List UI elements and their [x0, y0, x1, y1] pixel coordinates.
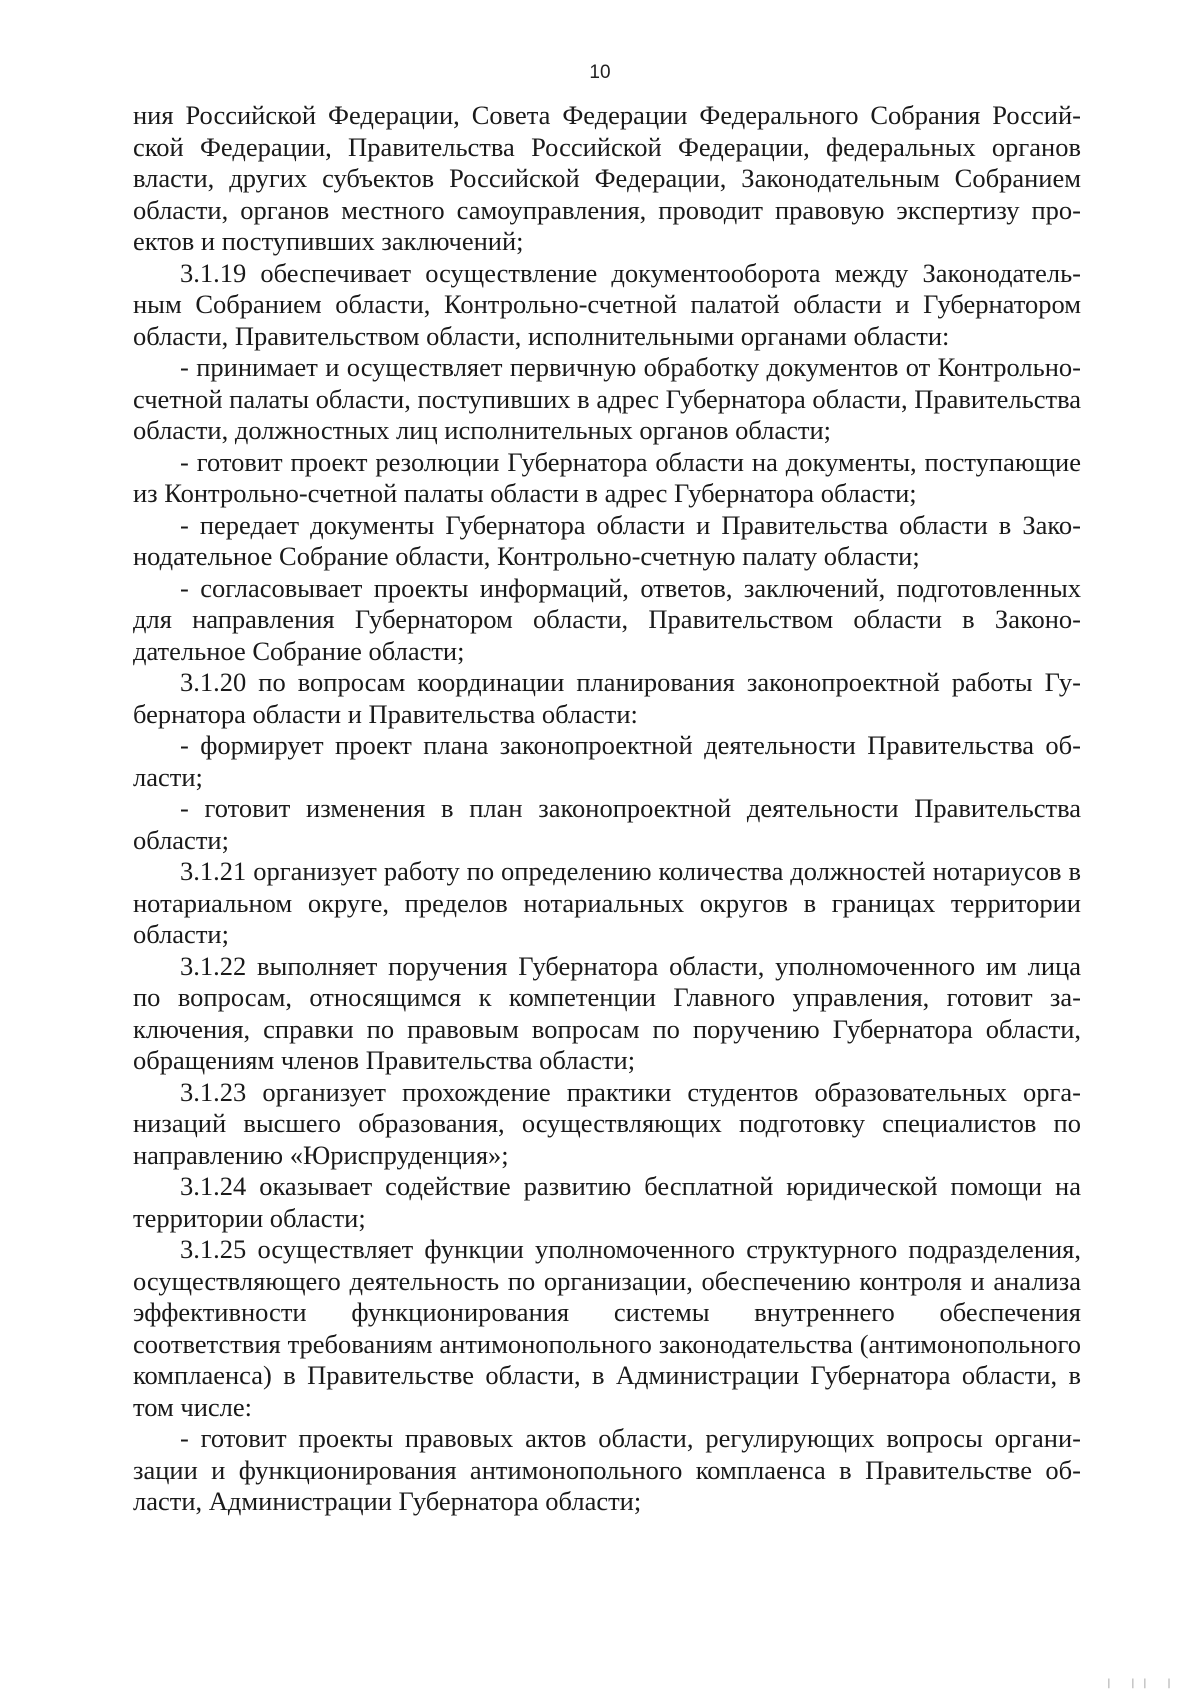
scan-artifact: | || | [1105, 1678, 1178, 1689]
paragraph: 3.1.22 выполняет поручения Губернатора области, уполномоченного им лица по вопросам, относящимся к компетенции Главного управления, готовит заключения, справки по правовым вопросам по поручению Губернатора области, обращениям членов Правительства области; [133, 950, 1081, 1075]
list-item: - готовит проект резолюции Губернатора области на документы, поступающие из Контрольно-счетной палаты области в адрес Губернатора области; [133, 446, 1081, 508]
paragraph: 3.1.24 оказывает содействие развитию бесплатной юридической помощи на территории области; [133, 1171, 1081, 1233]
list-item: - готовит изменения в план законопроектной деятельности Правительства области; [133, 793, 1081, 855]
list-item: - передает документы Губернатора области и Правительства области в Законодательное Собрание области, Контрольно-счетную палату области; [133, 509, 1081, 571]
document-body [133, 100, 1081, 1518]
paragraph: ния Российской Федерации, Совета Федерации Федерального Собрания Российской Федерации, Правительства Российской Федерации, федеральных органов власти, других субъектов Российской Федерации, Законодательным Собранием области, органов местного самоуправления, проводит правовую экспертизу проектов и поступивших заключений; [133, 100, 1081, 256]
paragraph: 3.1.21 организует работу по определению количества должностей нотариусов в нотариальном округе, пределов нотариальных округов в границах территории области; [133, 856, 1081, 949]
page-number: 10 [589, 62, 611, 83]
list-item: - формирует проект плана законопроектной деятельности Правительства области; [133, 730, 1081, 792]
list-item: - принимает и осуществляет первичную обработку документов от Контрольно-счетной палаты области, поступивших в адрес Губернатора области, Правительства области, должностных лиц исполнительных органов области; [133, 352, 1081, 445]
list-item: - готовит проекты правовых актов области, регулирующих вопросы организации и функционирования антимонопольного комплаенса в Правительстве области, Администрации Губернатора области; [133, 1423, 1081, 1516]
paragraph: 3.1.25 осуществляет функции уполномоченного структурного подразделения, осуществляющего деятельность по организации, обеспечению контроля и анализа эффективности функционирования системы внутреннего обеспечения соответствия требованиям антимонопольного законодательства (антимонопольного комплаенса) в Правительстве области, в Администрации Губернатора области, в том числе: [133, 1234, 1081, 1422]
paragraph: 3.1.20 по вопросам координации планирования законопроектной работы Губернатора области и Правительства области: [133, 667, 1081, 729]
list-item: - согласовывает проекты информаций, ответов, заключений, подготовленных для направления Губернатором области, Правительством области в Законодательное Собрание области; [133, 572, 1081, 666]
paragraph: 3.1.23 организует прохождение практики студентов образовательных организаций высшего образования, осуществляющих подготовку специалистов по направлению «Юриспруденция»; [133, 1076, 1081, 1170]
paragraph: 3.1.19 обеспечивает осуществление документооборота между Законодательным Собранием области, Контрольно-счетной палатой области и Губернатором области, Правительством области, исполнительными органами области: [133, 257, 1081, 351]
